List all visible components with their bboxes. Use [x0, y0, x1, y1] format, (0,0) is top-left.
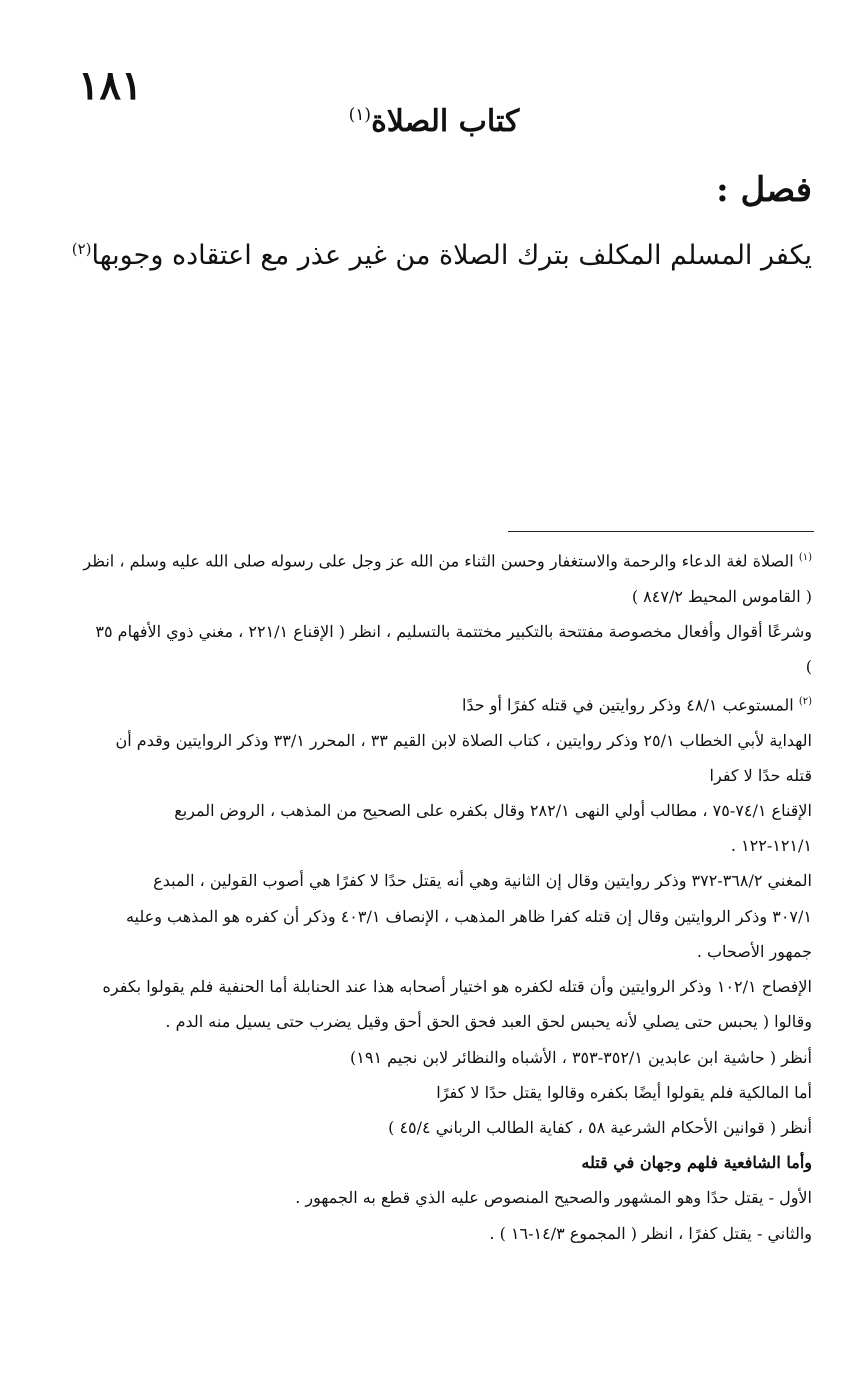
footnote-text: وشرعًا أقوال وأفعال مخصوصة مفتتحة بالتكبير مختتمة بالتسليم ، انظر ( الإقناع ٢٢١/١ ، مغني ذوي الأفهام ٣٥ — [95, 621, 812, 641]
footnote-line — [78, 934, 812, 969]
footnote-text: وقالوا ( يحبس حتى يصلي لأنه يحبس لحق العبد فحق الحق أحق وقيل يضرب حتى يسيل منه الدم . — [165, 1012, 812, 1032]
footnote-text: ) — [805, 656, 812, 676]
main-text — [70, 240, 812, 271]
footnote-line — [78, 899, 812, 934]
footnote-line — [78, 1004, 812, 1039]
book-title-text: كتاب الصلاة — [371, 104, 520, 139]
footnote-text: أما المالكية فلم يقولوا أيضًا بكفره وقالوا يقتل حدًا لا كفرًا — [436, 1082, 812, 1102]
footnote-text: الإقناع ٧٤/١-٧٥ ، مطالب أولي النهى ٢٨٢/١ وقال بكفره على الصحيح من المذهب ، الروض المربع — [174, 801, 812, 821]
footnote-text: قتله حدًا لا كفرا — [709, 765, 812, 785]
footnote-marker: (٢) — [798, 696, 812, 708]
footnote-line — [78, 1075, 812, 1110]
footnote-line — [78, 793, 812, 828]
footnote-line — [78, 1110, 812, 1145]
main-text-body: يكفر المسلم المكلف بترك الصلاة من غير عذر مع اعتقاده وجوبها — [91, 240, 812, 271]
footnote-line — [78, 828, 812, 863]
book-title — [0, 104, 868, 139]
footnote-text: الأول - يقتل حدًا وهو المشهور والصحيح المنصوص عليه الذي قطع به الجمهور . — [295, 1188, 812, 1208]
footnote-text: الهداية لأبي الخطاب ٢٥/١ وذكر روايتين ، كتاب الصلاة لابن القيم ٣٣ ، المحرر ٣٣/١ وذكر الروايتين وقدم أن — [115, 730, 812, 750]
footnote-text: ٣٠٧/١ وذكر الروايتين وقال إن قتله كفرا ظاهر المذهب ، الإنصاف ٤٠٣/١ وذكر أن كفره هو المذهب وعليه — [125, 906, 812, 926]
footnote-text: ( القاموس المحيط ٨٤٧/٢ ) — [631, 586, 812, 606]
footnote-line — [78, 540, 812, 579]
footnote-text: الصلاة لغة الدعاء والرحمة والاستغفار وحسن الثناء من الله عز وجل على رسوله صلى الله عليه وسلم ، انظر — [83, 551, 794, 571]
footnote-line — [78, 649, 812, 684]
footnote-text: والثاني - يقتل كفرًا ، انظر ( المجموع ١٤/٣-١٦ ) . — [489, 1223, 812, 1243]
footnote-text: المغني ٣٦٨/٢-٣٧٢ وذكر روايتين وقال إن الثانية وهي أنه يقتل حدًا لا كفرًا هي أصوب القولين ، المبدع — [153, 871, 812, 891]
footnote-ref-1: (١) — [348, 105, 372, 125]
footnote-line — [78, 684, 812, 723]
footnote-line — [78, 579, 812, 614]
footnote-text: أنظر ( حاشية ابن عابدين ٣٥٢/١-٣٥٣ ، الأشباه والنظائر لابن نجيم ١٩١) — [350, 1047, 812, 1067]
footnote-ref-2: (٢) — [71, 240, 92, 258]
footnote-line — [78, 863, 812, 898]
footnote-line — [78, 723, 812, 758]
footnote-text: جمهور الأصحاب . — [696, 941, 812, 961]
footnote-text: وأما الشافعية فلهم وجهان في قتله — [581, 1153, 812, 1173]
footnotes — [78, 540, 812, 1251]
footnote-divider — [508, 531, 814, 532]
footnote-marker: (١) — [798, 552, 812, 563]
footnote-line — [78, 1145, 812, 1180]
footnote-line — [78, 758, 812, 793]
footnote-line — [78, 614, 812, 649]
footnote-text: الإفصاح ١٠٢/١ وذكر الروايتين وأن قتله لكفره هو اختيار أصحابه هذا عند الحنابلة أما الحنفية فلم يقولوا بكفره — [102, 977, 812, 997]
footnote-line — [78, 1040, 812, 1075]
section-heading: فصل : — [716, 170, 812, 210]
footnote-line — [78, 1216, 812, 1251]
footnote-text: أنظر ( قوانين الأحكام الشرعية ٥٨ ، كفاية الطالب الرباني ٤٥/٤ ) — [388, 1117, 812, 1137]
footnote-line — [78, 1180, 812, 1215]
footnote-text: ١٢١/١-١٢٢ . — [730, 836, 812, 856]
footnote-line — [78, 969, 812, 1004]
page-number: ١٨١ — [78, 62, 143, 109]
footnote-text: المستوعب ٤٨/١ وذكر روايتين في قتله كفرًا أو حدًا — [461, 695, 794, 715]
